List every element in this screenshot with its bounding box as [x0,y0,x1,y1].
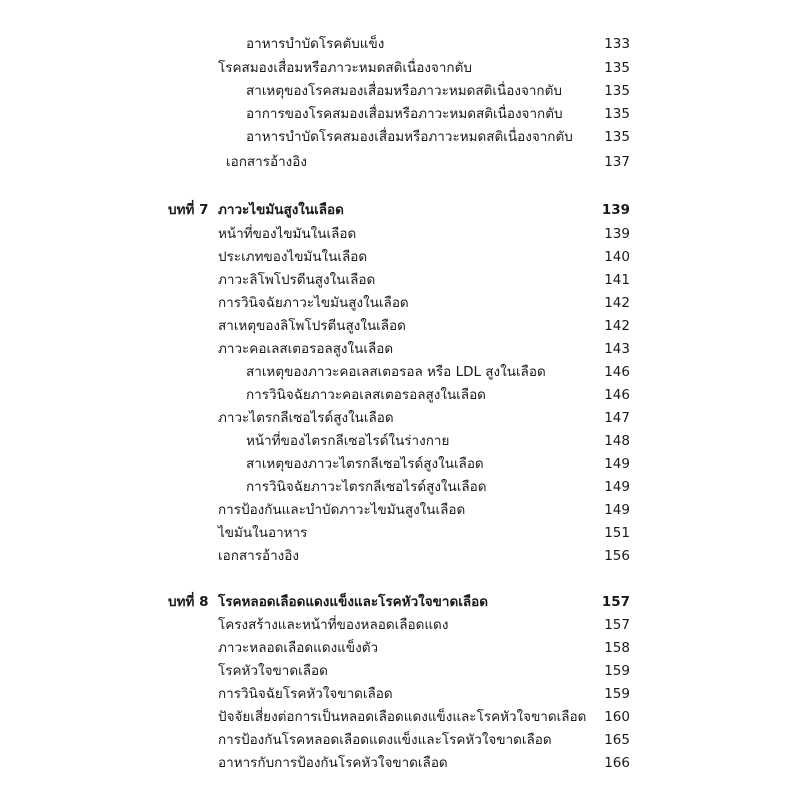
page-number: 135 [604,83,630,99]
page-number: 149 [604,479,630,495]
toc-entry-title: การป้องกันโรคหลอดเลือดแดงแข็งและโรคหัวใจขาดเลือด [218,732,552,748]
page-number: 147 [604,410,630,426]
toc-entry-title: อาการของโรคสมองเสื่อมหรือภาวะหมดสติเนื่องจากตับ [246,106,563,122]
toc-row [0,315,800,337]
toc-entry-title: สาเหตุของลิโพโปรตีนสูงในเลือด [218,318,406,334]
page-number: 135 [604,129,630,145]
toc-row [0,614,800,636]
toc-chapter-row [0,591,800,613]
toc-row [0,729,800,751]
toc-chapter-row [0,199,800,221]
page-number: 165 [604,732,630,748]
page-number: 133 [604,36,630,52]
page-number: 137 [604,154,630,170]
page-number: 141 [604,272,630,288]
toc-entry-title: การวินิจฉัยภาวะไขมันสูงในเลือด [218,295,409,311]
page-number: 139 [601,202,630,218]
chapter-number: บทที่ 7 [168,202,209,218]
toc-entry-title: ประเภทของไขมันในเลือด [218,249,368,265]
page-number: 158 [604,640,630,656]
page-number: 149 [604,502,630,518]
toc-entry-title: สาเหตุของโรคสมองเสื่อมหรือภาวะหมดสติเนื่องจากตับ [246,83,562,99]
toc-entry-title: เอกสารอ้างอิง [218,548,299,564]
toc-entry-title: โรคหัวใจขาดเลือด [218,663,328,679]
toc-entry-title: การวินิจฉัยภาวะไตรกลีเซอไรด์สูงในเลือด [246,479,487,495]
toc-entry-title: สาเหตุของภาวะไตรกลีเซอไรด์สูงในเลือด [246,456,484,472]
toc-row [0,683,800,705]
page-number: 156 [604,548,630,564]
toc-entry-title: ภาวะลิโพโปรตีนสูงในเลือด [218,272,376,288]
toc-entry-title: การวินิจฉัยโรคหัวใจขาดเลือด [218,686,393,702]
toc-row [0,126,800,148]
toc-entry-title: อาหารบำบัดโรคสมองเสื่อมหรือภาวะหมดสติเนื่องจากตับ [246,129,573,145]
toc-row [0,407,800,429]
page-number: 148 [604,433,630,449]
toc-row [0,706,800,728]
toc-entry-title: ภาวะหลอดเลือดแดงแข็งตัว [218,640,379,656]
toc-row [0,752,800,774]
page-number: 151 [604,525,630,541]
toc-row [0,246,800,268]
page-number: 143 [604,341,630,357]
toc-row [0,80,800,102]
toc-row [0,545,800,567]
page-number: 157 [601,594,630,610]
toc-entry-title: ปัจจัยเสี่ยงต่อการเป็นหลอดเลือดแดงแข็งและโรคหัวใจขาดเลือด [218,709,587,725]
toc-entry-title: ภาวะไตรกลีเซอไรด์สูงในเลือด [218,410,394,426]
toc-row [0,476,800,498]
toc-row [0,33,800,55]
page-number: 159 [604,686,630,702]
page-number: 146 [604,364,630,380]
toc-row [0,499,800,521]
toc-row [0,223,800,245]
toc-row [0,269,800,291]
toc-entry-title: หน้าที่ของไตรกลีเซอไรด์ในร่างกาย [246,433,450,449]
toc-row [0,361,800,383]
toc-row [0,637,800,659]
toc-entry-title: การป้องกันและบำบัดภาวะไขมันสูงในเลือด [218,502,466,518]
toc-row [0,522,800,544]
toc-row [0,151,800,173]
page-number: 146 [604,387,630,403]
toc-entry-title: อาหารบำบัดโรคตับแข็ง [246,36,385,52]
toc-row [0,57,800,79]
toc-entry-title: การวินิจฉัยภาวะคอเลสเตอรอลสูงในเลือด [246,387,486,403]
chapter-number: บทที่ 8 [168,594,209,610]
toc-row [0,384,800,406]
page-number: 157 [604,617,630,633]
toc-entry-title: ไขมันในอาหาร [218,525,308,541]
chapter-title: ภาวะไขมันสูงในเลือด [218,202,344,218]
toc-entry-title: หน้าที่ของไขมันในเลือด [218,226,357,242]
toc-row [0,338,800,360]
page-number: 166 [604,755,630,771]
page-number: 160 [604,709,630,725]
toc-entry-title: ภาวะคอเลสเตอรอลสูงในเลือด [218,341,394,357]
toc-row [0,292,800,314]
chapter-title: โรคหลอดเลือดแดงแข็งและโรคหัวใจขาดเลือด [218,594,488,610]
page-number: 159 [604,663,630,679]
page-number: 142 [604,318,630,334]
toc-row [0,660,800,682]
page-number: 139 [604,226,630,242]
toc-row [0,103,800,125]
page-number: 140 [604,249,630,265]
page-number: 142 [604,295,630,311]
toc-entry-title: เอกสารอ้างอิง [226,154,307,170]
toc-row [0,453,800,475]
page-number: 135 [604,106,630,122]
toc-row [0,430,800,452]
toc-entry-title: โรคสมองเสื่อมหรือภาวะหมดสติเนื่องจากตับ [218,60,472,76]
toc-entry-title: อาหารกับการป้องกันโรคหัวใจขาดเลือด [218,755,448,771]
toc-entry-title: สาเหตุของภาวะคอเลสเตอรอล หรือ LDL สูงในเลือด [246,364,546,380]
page-number: 149 [604,456,630,472]
page-number: 135 [604,60,630,76]
toc-entry-title: โครงสร้างและหน้าที่ของหลอดเลือดแดง [218,617,449,633]
